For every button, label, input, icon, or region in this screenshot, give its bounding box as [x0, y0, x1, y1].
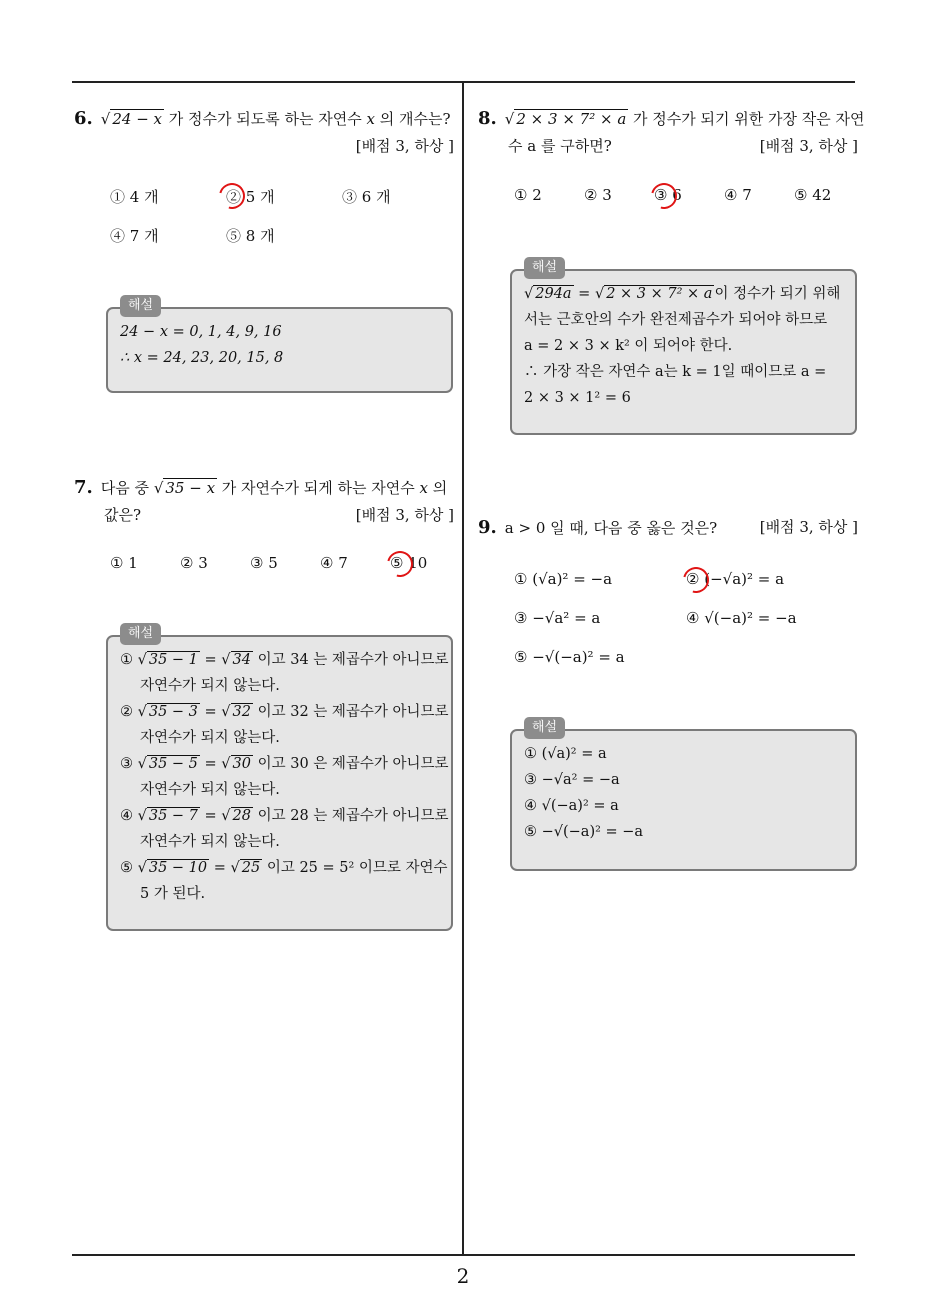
solution-item: ③ √ 35 − 5 = √ 30 이고 30 은 제곱수가 아니므로 [120, 756, 449, 772]
solution-box-7 [106, 626, 453, 931]
solution-line: ∴ x = 24, 23, 20, 15, 8 [120, 350, 284, 366]
option-1[interactable]: ① 1 [110, 554, 138, 572]
option-5[interactable]: ⑤ 8 개 [226, 227, 275, 245]
option-5[interactable]: ⑤ −√(−a)² = a [514, 648, 625, 666]
question-7: 7. 다음 중 √ 35 − x 가 자연수가 되게 하는 자연수 x 의 값은? [배점 3, 하상 ] [74, 474, 454, 529]
question-number: 7. [74, 477, 93, 498]
option-3[interactable]: ③ 6 개 [342, 188, 391, 206]
solution-line: a = 2 × 3 × k² 이 되어야 한다. [524, 338, 733, 354]
option-4[interactable]: ④ 7 [320, 554, 348, 572]
answer-circle-mark [214, 178, 250, 214]
question-number: 9. [478, 517, 497, 538]
option-4[interactable]: ④ 7 [724, 186, 752, 204]
option-1[interactable]: ① 2 [514, 186, 542, 204]
page-number: 2 [456, 1264, 470, 1288]
score-label: [배점 3, 하상 ] [759, 518, 858, 536]
solution-tab: 해설 [120, 295, 161, 317]
option-3[interactable]: ③ −√a² = a [514, 609, 601, 627]
sqrt-expression: √ 35 − x [153, 479, 216, 497]
solution-tab: 해설 [524, 257, 565, 279]
solution-line: √ 294a = √ 2 × 3 × 7² × a 이 정수가 되기 위해 [524, 286, 841, 302]
solution-item-continuation: 자연수가 되지 않는다. [140, 782, 280, 798]
score-label: [배점 3, 하상 ] [759, 137, 858, 155]
answer-circle-mark [382, 546, 418, 582]
question-9: 9. a > 0 일 때, 다음 중 옳은 것은? [배점 3, 하상 ] [478, 514, 858, 542]
option-4[interactable]: ④ √(−a)² = −a [686, 609, 797, 627]
solution-line: ④ √(−a)² = a [524, 798, 619, 814]
score-label: [배점 3, 하상 ] [355, 137, 454, 155]
score-label: [배점 3, 하상 ] [355, 506, 454, 524]
option-2[interactable]: ② 3 [584, 186, 612, 204]
sqrt-expression: √ 2 × 3 × 7² × a [504, 110, 627, 128]
column-divider [462, 82, 464, 1256]
option-3[interactable]: ③ 5 [250, 554, 278, 572]
question-number: 6. [74, 108, 93, 129]
solution-line: ⑤ −√(−a)² = −a [524, 824, 644, 840]
solution-item: ① √ 35 − 1 = √ 34 이고 34 는 제곱수가 아니므로 [120, 652, 449, 668]
solution-line: 2 × 3 × 1² = 6 [524, 390, 631, 406]
solution-line: ① (√a)² = a [524, 746, 607, 762]
question-8: 8. √ 2 × 3 × 7² × a 가 정수가 되기 위한 가장 작은 자연 수 a 를 구하면? [배점 3, 하상 ] [478, 105, 858, 160]
solution-box-9 [510, 720, 857, 871]
solution-box-8 [510, 260, 857, 435]
option-1[interactable]: ① 4 개 [110, 188, 159, 206]
solution-box-6 [106, 298, 453, 393]
solution-item: ⑤ √ 35 − 10 = √ 25 이고 25 = 5² 이므로 자연수 [120, 860, 448, 876]
option-5[interactable]: ⑤ 42 [794, 186, 832, 204]
bottom-rule [72, 1254, 855, 1256]
answer-circle-mark [678, 562, 714, 598]
solution-list [120, 647, 449, 907]
solution-item: ② √ 35 − 3 = √ 32 이고 32 는 제곱수가 아니므로 [120, 704, 449, 720]
sqrt-expression: √ 24 − x [100, 110, 163, 128]
option-1[interactable]: ① (√a)² = −a [514, 570, 613, 588]
question-6: 6. √ 24 − x 가 정수가 되도록 하는 자연수 x 의 개수는? [배점 3, 하상 ] [74, 105, 454, 160]
solution-item-continuation: 자연수가 되지 않는다. [140, 730, 280, 746]
option-2[interactable]: ② 3 [180, 554, 208, 572]
option-3[interactable]: ③ 6 [654, 186, 682, 204]
question-9-options [514, 570, 854, 670]
answer-circle-mark [646, 178, 682, 214]
question-8-options [514, 186, 854, 216]
solution-tab: 해설 [120, 623, 161, 645]
question-6-options [110, 186, 450, 246]
option-2[interactable]: ② 5 개 [226, 188, 275, 206]
solution-tab: 해설 [524, 717, 565, 739]
solution-line: ③ −√a² = −a [524, 772, 620, 788]
solution-line: 서는 근호안의 수가 완전제곱수가 되어야 하므로 [524, 312, 828, 328]
solution-item-continuation: 자연수가 되지 않는다. [140, 678, 280, 694]
solution-item-continuation: 5 가 된다. [140, 886, 206, 902]
solution-line: ∴ 가장 작은 자연수 a는 k = 1일 때이므로 a = [524, 364, 827, 380]
question-number: 8. [478, 108, 497, 129]
option-2[interactable]: ② (−√a)² = a [686, 570, 785, 588]
option-4[interactable]: ④ 7 개 [110, 227, 159, 245]
option-5[interactable]: ⑤ 10 [390, 554, 428, 572]
question-7-options [110, 554, 450, 584]
solution-item: ④ √ 35 − 7 = √ 28 이고 28 는 제곱수가 아니므로 [120, 808, 449, 824]
solution-line: 24 − x = 0, 1, 4, 9, 16 [120, 324, 282, 340]
solution-item-continuation: 자연수가 되지 않는다. [140, 834, 280, 850]
